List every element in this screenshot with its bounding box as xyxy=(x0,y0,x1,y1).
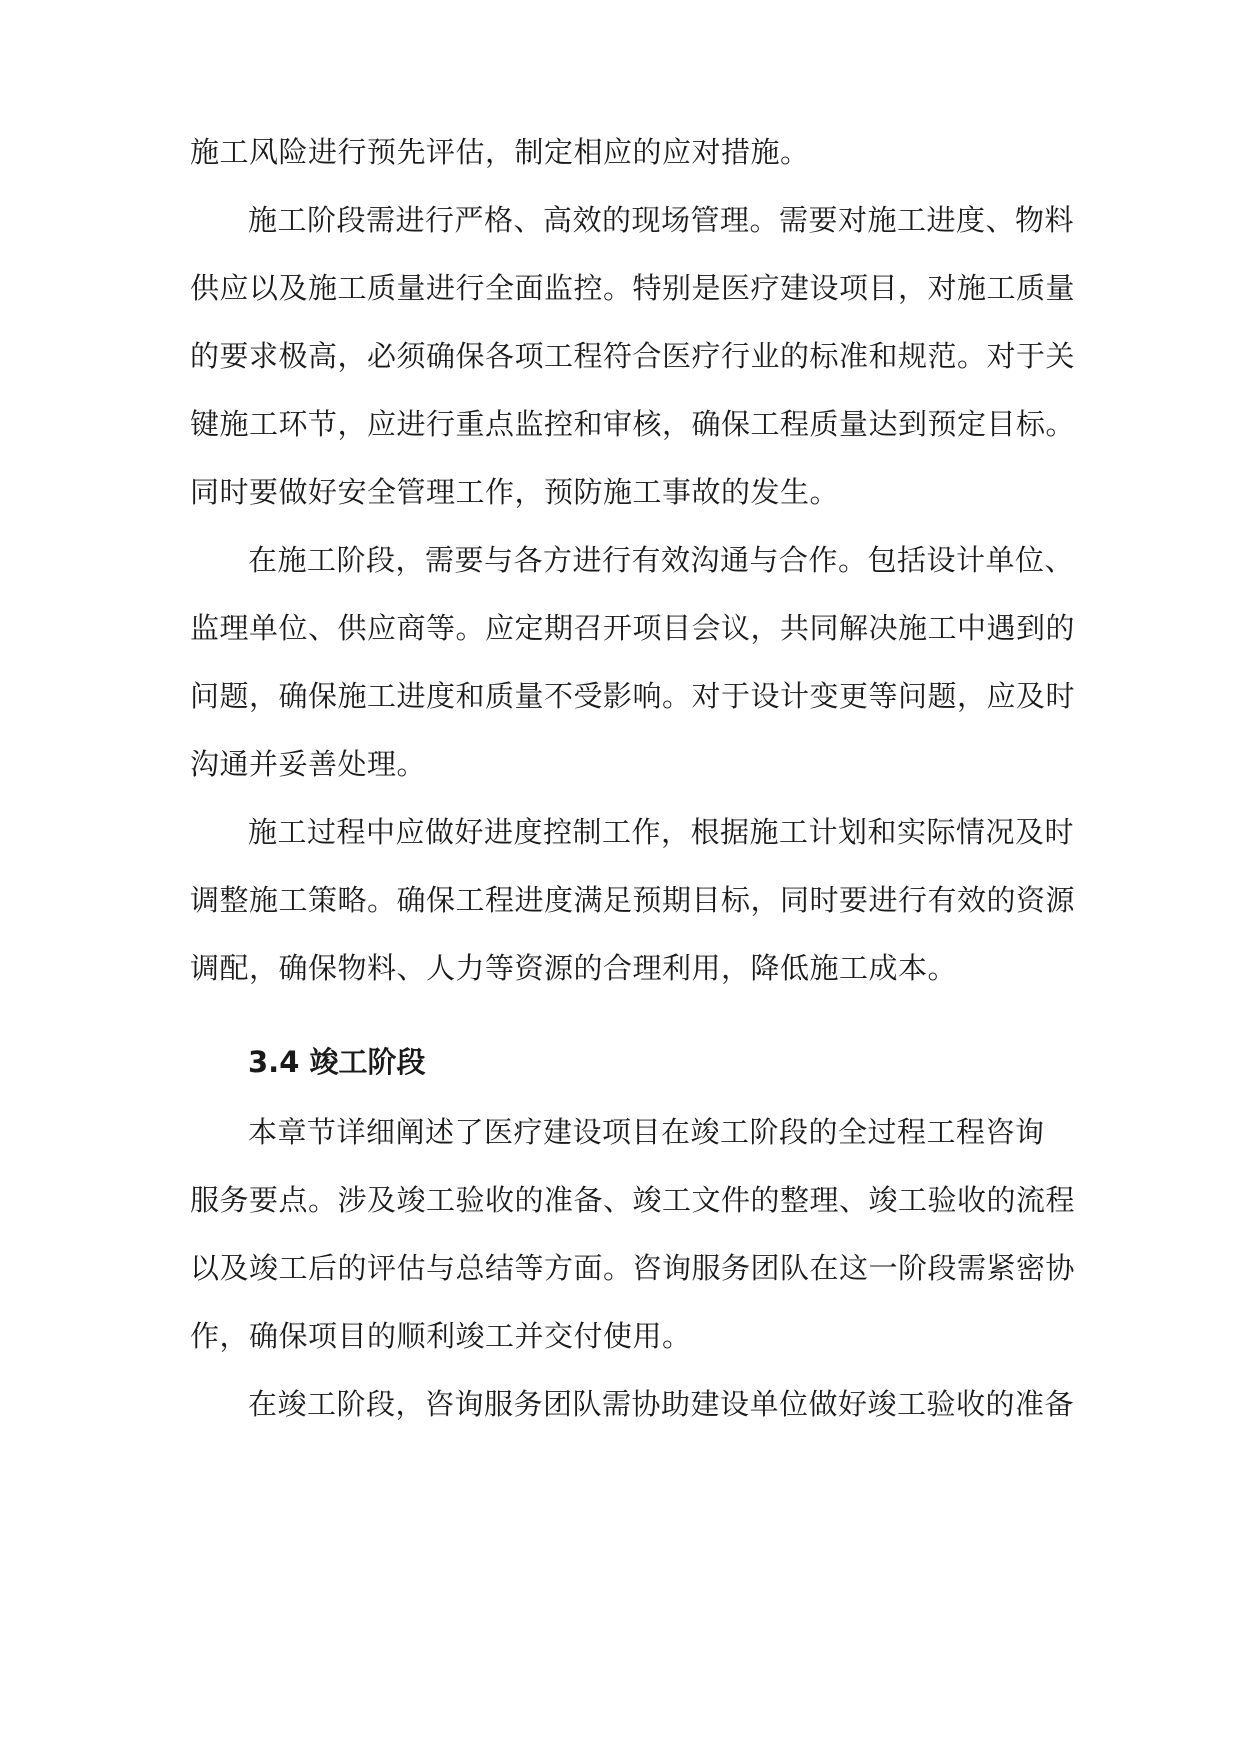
paragraph-2-line-4: 键施工环节，应进行重点监控和审核，确保工程质量达到预定目标。 xyxy=(190,407,1076,441)
paragraph-4-line-1: 施工过程中应做好进度控制工作，根据施工计划和实际情况及时 xyxy=(248,815,1075,849)
paragraph-2-line-1: 施工阶段需进行严格、高效的现场管理。需要对施工进度、物料 xyxy=(248,203,1075,237)
paragraph-2-line-5: 同时要做好安全管理工作，预防施工事故的发生。 xyxy=(190,475,840,509)
paragraph-6-line-1: 在竣工阶段，咨询服务团队需协助建设单位做好竣工验收的准备 xyxy=(248,1387,1075,1421)
paragraph-5-line-4: 作，确保项目的顺利竣工并交付使用。 xyxy=(190,1319,692,1353)
section-heading: 3.4 竣工阶段 xyxy=(248,1045,426,1079)
paragraph-1-line-1: 施工风险进行预先评估，制定相应的应对措施。 xyxy=(190,135,810,169)
paragraph-2-line-3: 的要求极高，必须确保各项工程符合医疗行业的标准和规范。对于关 xyxy=(190,339,1076,373)
paragraph-3-line-2: 监理单位、供应商等。应定期召开项目会议，共同解决施工中遇到的 xyxy=(190,611,1076,645)
paragraph-5-line-1: 本章节详细阐述了医疗建设项目在竣工阶段的全过程工程咨询 xyxy=(248,1115,1045,1149)
paragraph-3-line-3: 问题，确保施工进度和质量不受影响。对于设计变更等问题，应及时 xyxy=(190,679,1076,713)
paragraph-3-line-1: 在施工阶段，需要与各方进行有效沟通与合作。包括设计单位、 xyxy=(248,543,1075,577)
paragraph-4-line-3: 调配，确保物料、人力等资源的合理利用，降低施工成本。 xyxy=(190,951,958,985)
paragraph-5-line-2: 服务要点。涉及竣工验收的准备、竣工文件的整理、竣工验收的流程 xyxy=(190,1183,1076,1217)
paragraph-3-line-4: 沟通并妥善处理。 xyxy=(190,747,427,781)
paragraph-2-line-2: 供应以及施工质量进行全面监控。特别是医疗建设项目，对施工质量 xyxy=(190,271,1076,305)
paragraph-5-line-3: 以及竣工后的评估与总结等方面。咨询服务团队在这一阶段需紧密协 xyxy=(190,1251,1076,1285)
paragraph-4-line-2: 调整施工策略。确保工程进度满足预期目标，同时要进行有效的资源 xyxy=(190,883,1076,917)
